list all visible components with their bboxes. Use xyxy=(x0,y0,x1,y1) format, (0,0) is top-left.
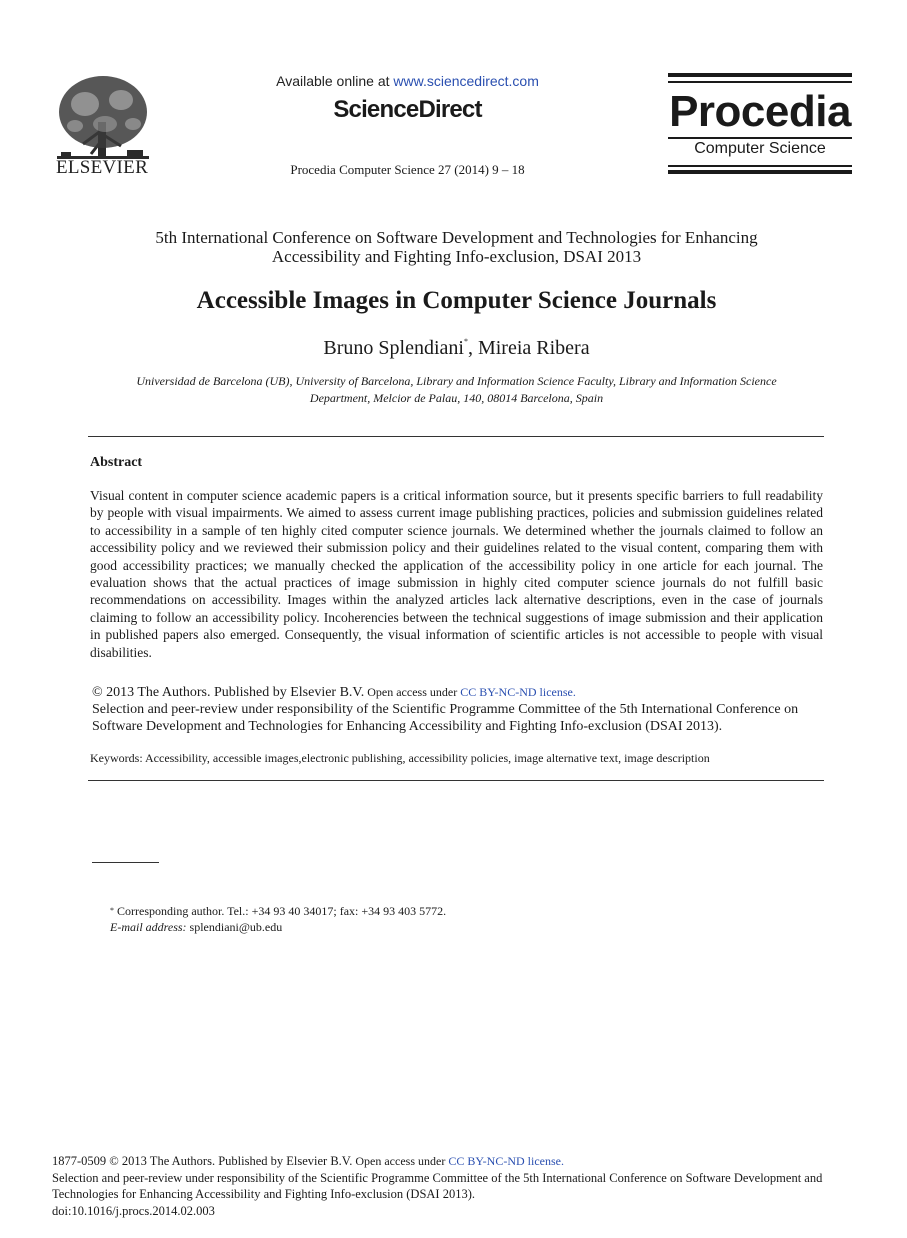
abstract-text: Visual content in computer science academic papers is a critical information source, but it presents specific barriers to full readability by people with visual impairments. We aimed to assess current image publishing practices, policies and submission guidelines related to accessibility in a sample of ten highly cited computer science journals. We determined whether the journals claimed to follow an accessibility policy and we reviewed their submission policy and their guidelines related to the visual content, comparing them with good accessibility practices; we manually checked the application of the accessibility policy in one article for each journal. The evaluation shows that the actual practices of image submission in highly cited computer science journals do not fulfill basic recommendations on accessibility. Images within the analyzed articles lack alternative descriptions, even in the case of journals claiming to follow an accessibility policy. Incoherencies between the technical suggestions of image submission and their application in published papers also emerged. Consequently, the visual information of scientific articles is not accessible to people with visual disabilities. xyxy=(90,488,823,660)
procedia-mid-rule xyxy=(668,137,852,139)
available-prefix: Available online at xyxy=(276,73,394,89)
conference-line-2: Accessibility and Fighting Info-exclusion, DSAI 2013 xyxy=(271,247,642,266)
conference-name xyxy=(90,228,823,266)
abstract-bottom-rule xyxy=(88,780,824,781)
elsevier-wordmark: ELSEVIER xyxy=(55,157,149,178)
author-1: Bruno Splendiani xyxy=(323,337,464,359)
email-label: E-mail address: xyxy=(110,920,187,934)
author-footnote-mark: * xyxy=(463,337,468,346)
abstract-heading: Abstract xyxy=(90,455,143,470)
footnote xyxy=(110,903,710,935)
corresponding-author: Corresponding author. Tel.: +34 93 40 34017; fax: +34 93 403 5772. xyxy=(114,904,447,918)
author-2: , Mireia Ribera xyxy=(467,337,590,359)
copyright-line: © 2013 The Authors. Published by Elsevier B.V. xyxy=(92,685,365,700)
keywords: Keywords: Accessibility, accessible images,electronic publishing, accessibility policies, image alternative text, image description xyxy=(90,751,710,765)
issn-copyright: 1877-0509 © 2013 The Authors. Published by Elsevier B.V. xyxy=(52,1154,353,1168)
conference-line-1: 5th International Conference on Software Development and Technologies for Enhancing xyxy=(155,228,758,247)
procedia-logo xyxy=(668,73,852,175)
footnote-mark: * xyxy=(110,906,114,915)
doi[interactable]: doi:10.1016/j.procs.2014.02.003 xyxy=(52,1203,215,1218)
open-access-label: Open access under xyxy=(364,685,461,699)
bottom-license-link[interactable]: CC BY-NC-ND license. xyxy=(448,1154,564,1168)
bottom-open-access-label: Open access under xyxy=(352,1154,449,1168)
procedia-title: Procedia xyxy=(669,87,851,136)
procedia-subtitle: Computer Science xyxy=(694,140,826,157)
sciencedirect-link[interactable]: www.sciencedirect.com xyxy=(393,73,539,89)
procedia-bottom-rule xyxy=(668,170,852,174)
email-address[interactable]: splendiani@ub.edu xyxy=(186,920,283,934)
paper-title: Accessible Images in Computer Science Journals xyxy=(196,287,717,314)
affiliation-line-1: Universidad de Barcelona (UB), University of Barcelona, Library and Information Science Faculty, Library and Information Science xyxy=(136,374,777,388)
peer-review-statement: Selection and peer-review under responsibility of the Scientific Programme Committee of the 5th International Conference on Software Development and Technologies for Enhancing Accessibility and Fighting Info-exclusion (DSAI 2013). xyxy=(92,702,799,734)
bottom-matter xyxy=(52,1153,857,1219)
procedia-bottom-rule-thin xyxy=(668,165,852,167)
abstract-top-rule xyxy=(88,436,824,437)
bottom-peer-review: Selection and peer-review under responsibility of the Scientific Programme Committee of the 5th International Conference on Software Development and Technologies for Enhancing Accessibility and Fighting Info-exclusion (DSAI 2013). xyxy=(52,1170,823,1201)
procedia-top-rule-thin xyxy=(668,81,852,83)
affiliation xyxy=(90,373,823,407)
journal-reference: Procedia Computer Science 27 (2014) 9 – 18 xyxy=(290,162,525,177)
sciencedirect-wordmark: ScienceDirect xyxy=(333,96,482,123)
copyright-notice xyxy=(92,684,837,735)
footnote-rule xyxy=(92,862,159,863)
procedia-top-rule xyxy=(668,73,852,77)
available-online xyxy=(230,73,585,89)
license-link[interactable]: CC BY-NC-ND license. xyxy=(460,685,576,699)
affiliation-line-2: Department, Melcior de Palau, 140, 08014 Barcelona, Spain xyxy=(309,391,604,405)
authors xyxy=(90,337,823,360)
